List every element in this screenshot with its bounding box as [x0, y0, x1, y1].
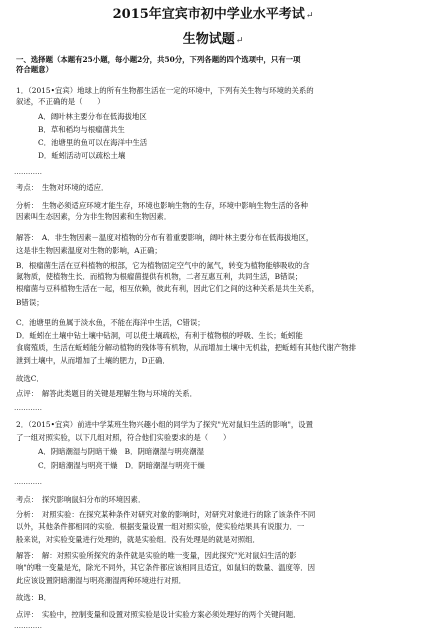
q1-jieda-line7: C．池塘里的鱼属于淡水鱼，不能在海洋中生活，C错误；: [16, 318, 205, 327]
q1-kaodian: 考点： 生物对环境的适应．: [16, 183, 109, 192]
separator: …………: [14, 168, 42, 176]
q1-answer: 故选C．: [16, 374, 44, 383]
q2-options-cd: C．阴暗潮湿与明亮干燥 D．阴暗潮湿与明亮干燥: [38, 461, 205, 470]
q2-jieda-line1: 解答： 解：对照实验所探究的条件就是实验的唯一变量，因此探究"光对鼠妇生活的影: [16, 551, 297, 560]
q1-jieda-line10: 泄到土壤中，从而增加了土壤的肥力，D正确．: [16, 356, 170, 365]
separator: …………: [14, 478, 42, 486]
q1-option-c: C．池塘里的鱼可以在海洋中生活: [38, 138, 148, 147]
q2-options-ab: A．阴暗潮湿与阴暗干燥 B．阴暗潮湿与明亮潮湿: [38, 447, 204, 456]
q1-dianping: 点评： 解答此类题目的关键是理解生物与环境的关系．: [16, 389, 198, 398]
q1-jieda-line8: D．蚯蚓在土壤中钻土壤中钻洞，可以使土壤疏松，有利于植物根的呼吸、生长；蚯蚓能: [16, 331, 303, 340]
q2-fenxi-line1: 分析： 对照实验：在探究某种条件对研究对象的影响时，对研究对象进行的除了该条件不同: [16, 510, 316, 519]
separator: …………: [14, 404, 42, 412]
q2-kaodian: 考点： 探究影响鼠妇分布的环境因素．: [16, 495, 146, 504]
q1-option-b: B．草和稻均与根瘤菌共生: [38, 125, 125, 134]
q1-jieda-line9: 食腐殖质，生活在蚯蚓能分解动植物的残体等有机物，从而增加土壤中无机盐，把蚯蚓有其他代谢产物排: [16, 343, 356, 352]
q2-jieda-line3: 此应该设置阴暗潮湿与明亮潮湿两种环境进行对照．: [16, 576, 186, 585]
q1-jieda-line1: 解答： A．非生物因素－温度对植物的分布有着重要影响，阔叶林主要分布在低海拔地区，: [16, 233, 314, 242]
q2-stem-line1: 2．（2015•宜宾）前进中学某班生物兴趣小组的同学为了探究"光对鼠妇生活的影响"，设置: [16, 420, 314, 429]
q1-jieda-line3: B．根瘤菌生活在豆科植物的根部，它为植物固定空气中的氮气，转变为植物能够吸收的含: [16, 261, 310, 270]
q1-fenxi-line1: 分析： 生物必须适应环境才能生存，环境也影响生物的生存，环境中影响生物生活的各种: [16, 201, 308, 210]
section-heading-cont: 符合题意）: [16, 65, 53, 74]
q1-jieda-line4: 氮物质，使植物生长．而植物为根瘤菌提供有机物，二者互惠互利，共同生活，B错误；: [16, 272, 303, 281]
q2-stem-line2: 了一组对照实验，以下几组对照，符合他们实验要求的是（ ）: [16, 433, 231, 442]
q1-jieda-line2: 这是非生物因素温度对生物的影响，A正确；: [16, 246, 162, 255]
q2-answer: 故选：B．: [16, 593, 51, 602]
section-heading: 一、选择题（本题有25小题，每小题2分，共50分，下列各题的四个选项中，只有一项: [16, 55, 301, 64]
q1-jieda-line6: B错误；: [16, 298, 44, 307]
q1-fenxi-line2: 因素叫生态因素，分为非生物因素和生物因素．: [16, 212, 172, 221]
q1-stem-line2: 叙述，不正确的是（ ）: [16, 97, 105, 106]
q1-option-a: A．阔叶林主要分布在低海拔地区: [38, 112, 147, 121]
q1-jieda-line5: 根瘤菌与豆科植物生活在一起，相互依赖，彼此有利，因此它们之间的这种关系是共生关系，: [16, 284, 320, 293]
exam-subtitle: 生物试题↵: [182, 32, 244, 47]
q1-option-d: D．蚯蚓活动可以疏松土壤: [38, 151, 126, 160]
separator: …………: [14, 622, 42, 630]
q1-stem-line1: 1．（2015•宜宾）地球上的所有生物都生活在一定的环境中，下列有关生物与环境的关系的: [16, 86, 314, 95]
q2-fenxi-line2: 以外，其他条件都相同的实验．根据变量设置一组对照实验，使实验结果具有说服力．一: [16, 522, 305, 531]
q2-dianping: 点评： 实验中，控制变量和设置对照实验是设计实验方案必须处理好的两个关键问题．: [16, 610, 301, 619]
q2-fenxi-line3: 般来说，对实验变量进行处理的，就是实验组．没有处理是的就是对照组．: [16, 535, 260, 544]
q2-jieda-line2: 响"的唯一变量是光，除光不同外，其它条件都应该相同且适宜，如鼠妇的数量、温度等．因: [16, 563, 316, 572]
exam-title: 2015年宜宾市初中学业水平考试↵: [112, 7, 314, 22]
